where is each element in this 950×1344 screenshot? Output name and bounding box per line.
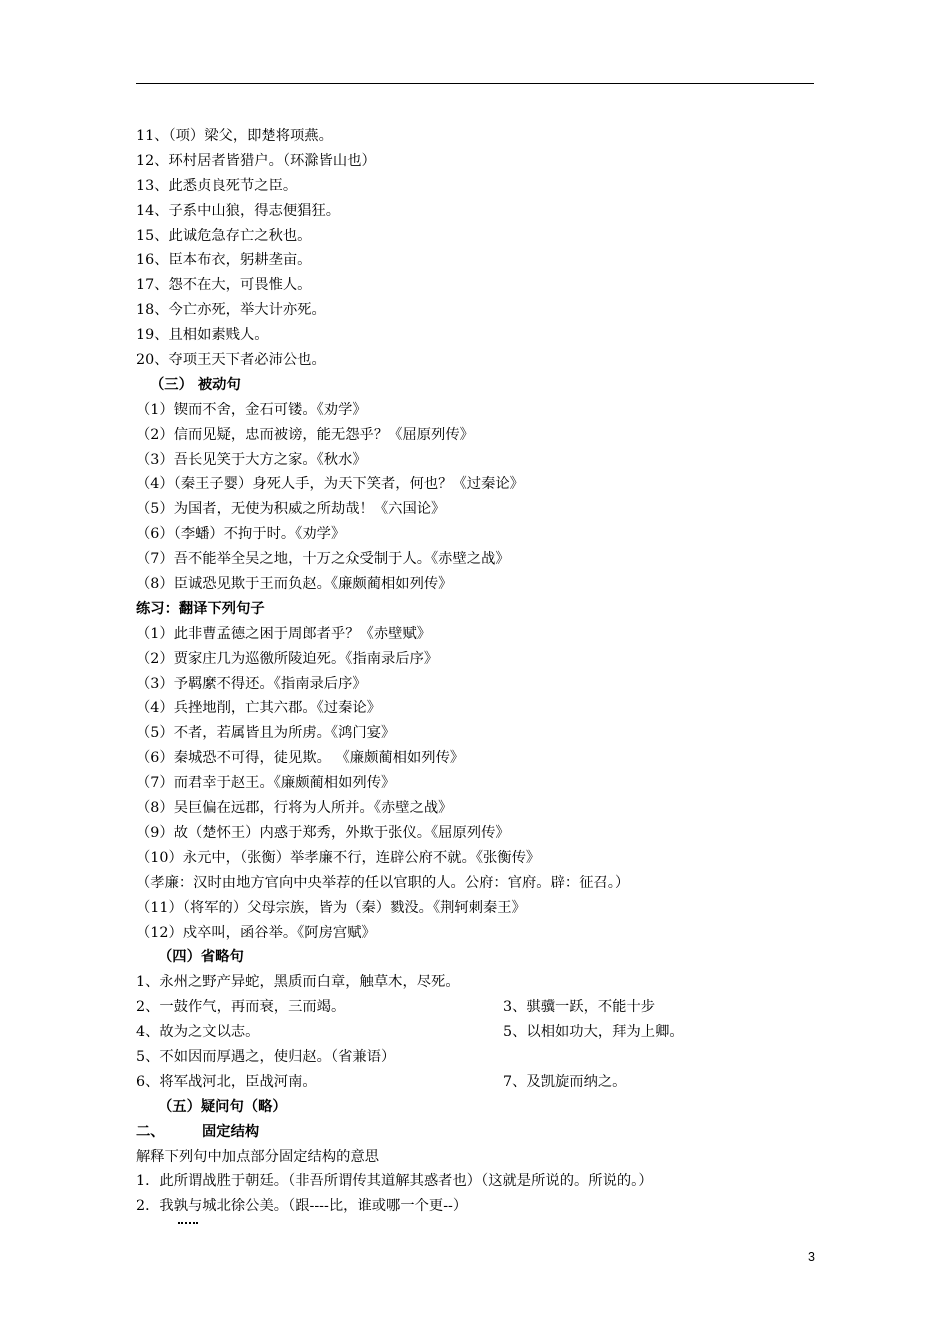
list-item: （11）（将军的）父母宗族，皆为（秦）戮没。《荆轲刺秦王》 [136,899,526,916]
list-item: 12、环村居者皆猎户。（环滁皆山也） [136,152,376,169]
practice-note: （孝廉：汉时由地方官向中央举荐的任以官职的人。公府：官府。辟：征召。） [136,874,630,891]
list-item: （3）吾长见笑于大方之家。《秋水》 [136,451,367,468]
section-heading-question: （五）疑问句（略） [158,1098,287,1115]
emphasis-dotted-text: 孰与 [174,1194,203,1219]
list-item: （2）贾家庄几为巡徼所陵迫死。《指南录后序》 [136,650,439,667]
item-text: 2．我 [136,1198,174,1215]
passive-sentence-list [136,398,826,597]
list-item: （7）吾不能举全吴之地，十万之众受制于人。《赤壁之战》 [136,551,510,568]
list-row [136,1070,826,1095]
list-item: （1）此非曹孟德之困于周郎者乎？《赤壁赋》 [136,625,432,642]
practice-heading: 练习：翻译下列句子 [136,600,265,617]
list-item: 15、此诚危急存亡之秋也。 [136,227,312,244]
section-heading-passive: （三） 被动句 [150,376,241,393]
list-item: 2、一鼓作气，再而衰，三而竭。 [136,999,346,1016]
list-item: 7、及凯旋而纳之。 [503,1073,627,1090]
header-rule [136,83,814,84]
list-item: （6）秦城恐不可得，徒见欺。 《廉颇蔺相如列传》 [136,750,465,767]
page-number: 3 [808,1250,815,1264]
list-item: 5、以相如功大，拜为上卿。 [503,1024,684,1041]
list-item: （2）信而见疑，忠而被谤，能无怨乎？《屈原列传》 [136,426,474,443]
sentence-list-1 [136,124,826,373]
list-item: （6）（李蟠）不拘于时。《劝学》 [136,526,346,543]
list-item: （5）为国者，无使为积威之所劫哉！《六国论》 [136,501,446,518]
list-item: 1、永州之野产异蛇，黑质而白章，触草木，尽死。 [136,974,460,991]
list-item: 14、子系中山狼，得志便猖狂。 [136,202,341,219]
list-item: （5）不者，若属皆且为所虏。《鸿门宴》 [136,725,396,742]
practice-list [136,622,826,946]
list-item: （9）故（楚怀王）内惑于郑秀，外欺于张仪。《屈原列传》 [136,824,510,841]
list-item: （4）兵挫地削，亡其六郡。《过秦论》 [136,700,381,717]
list-item: （4）（秦王子婴）身死人手，为天下笑者，何也？《过秦论》 [136,476,524,493]
list-item: 6、将军战河北，臣战河南。 [136,1073,317,1090]
list-item: 20、夺项王天下者必沛公也。 [136,352,326,369]
ellipsis-sentence-list [136,970,826,1094]
section-heading-ellipsis: （四）省略句 [158,949,244,966]
list-row [136,1020,826,1045]
list-item: （1）锲而不舍，金石可镂。《劝学》 [136,401,367,418]
document-body [136,124,826,1219]
list-item: 1．此所谓战胜于朝廷。（非吾所谓传其道解其惑者也）（这就是所说的。所说的。） [136,1173,653,1190]
item-text: 城北徐公美。（跟----比，谁或哪一个更--） [202,1198,468,1215]
part2-heading [136,1120,826,1145]
list-item: 4、故为之文以志。 [136,1024,260,1041]
part2-title: 固定结构 [202,1123,260,1140]
list-row [136,995,826,1020]
part2-number: 二、 [136,1123,165,1140]
list-item: 5、不如因而厚遇之，使归赵。（省兼语） [136,1048,396,1065]
list-item: （12）戍卒叫，函谷举。《阿房宫赋》 [136,924,376,941]
part2-intro: 解释下列句中加点部分固定结构的意思 [136,1148,380,1165]
list-item: （3）予羁縻不得还。《指南录后序》 [136,675,367,692]
list-item: （7）而君幸于赵王。《廉颇蔺相如列传》 [136,775,396,792]
list-item: 19、且相如素贱人。 [136,327,269,344]
list-item: 13、此悉贞良死节之臣。 [136,177,298,194]
list-item: 16、臣本布衣，躬耕垄亩。 [136,252,312,269]
list-item: 17、怨不在大，可畏惟人。 [136,277,312,294]
list-item [136,1194,826,1219]
list-item: 3、骐骥一跃，不能十步 [503,999,656,1016]
list-item: （8）臣诚恐见欺于王而负赵。《廉颇蔺相如列传》 [136,576,453,593]
list-item: 11、（项）梁父，即楚将项燕。 [136,128,333,144]
list-item: （8）吴巨偏在远郡，行将为人所并。《赤壁之战》 [136,800,453,817]
list-item: 18、今亡亦死，举大计亦死。 [136,302,326,319]
list-item: （10）永元中，（张衡）举孝廉不行，连辟公府不就。《张衡传》 [136,849,541,866]
